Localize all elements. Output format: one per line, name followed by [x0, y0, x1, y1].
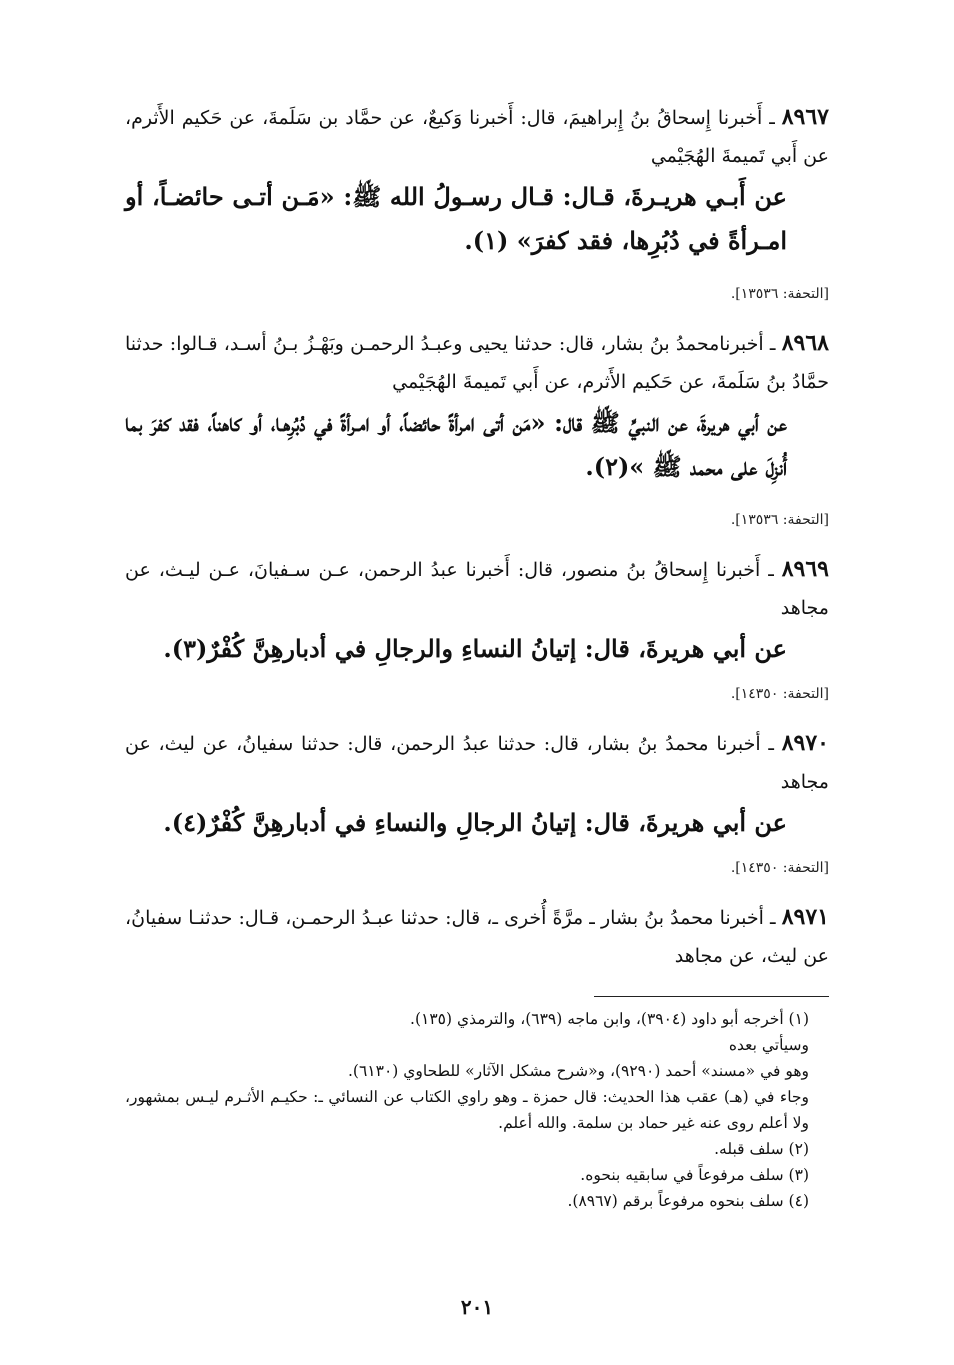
footnote-line: وسيأتي بعده	[728, 1036, 809, 1054]
hadith-entry	[125, 724, 829, 845]
hadith-entry	[125, 324, 829, 489]
isnad-text: ـ أخبرنا محمدُ بنُ بشار ـ مرَّةً أُخرى ـ، قال: حدثنا عبـدُ الرحمـن، قـال: حدثنـا سفيانُ، عن ليث، عن مجاهد	[125, 907, 829, 967]
hadith-matn: عن أبي هريرةَ، عن النبيِّ ﷺ قال: «مَن أتى امرأةً حائضاً، أو امـرأةً في دُبُرِهـا، أو كاهناً، فقد كفرَ بما أُنزِلَ على محمد ﷺ »(٢).	[125, 408, 787, 481]
tuhfa-line-wrap	[125, 684, 829, 704]
hadith-isnad	[125, 98, 829, 175]
tuhfa-line-wrap	[125, 510, 829, 530]
hadith-isnad	[125, 550, 829, 627]
tuhfa-line-wrap	[125, 858, 829, 878]
hadith-number: ٨٩٦٩	[781, 556, 829, 582]
isnad-text: ـ أخبرنامحمدُ بنُ بشار، قال: حدثنا يحيى وعبـدُ الرحمـن وبَهْـزُ بـنُ أسـد، قـالوا: حدثنا حمَّادُ بنُ سَلَمةَ، عن حَكيم الأَثرم، عن أَبي تَميمةَ الهُجَيْمي	[125, 333, 829, 393]
hadith-entry	[125, 98, 829, 263]
hadith-isnad	[125, 898, 829, 975]
tuhfa-reference: [التحفة: ١٤٣٥٠].	[730, 686, 829, 702]
hadith-number: ٨٩٦٨	[781, 330, 829, 356]
hadith-number: ٨٩٦٧	[781, 104, 829, 130]
isnad-text: ـ أَخبرنا إِسحاقُ بنُ منصور، قال: أَخبرنا عبدُ الرحمن، عـن سـفيانَ، عـن ليـث، عن مجاهد	[125, 559, 829, 619]
hadith-isnad	[125, 724, 829, 801]
footnote-separator	[594, 996, 829, 997]
footnote: (١) أخرجه أبو داود (٣٩٠٤)، وابن ماجه (٦٣٩)، والترمذي (١٣٥).	[410, 1010, 809, 1028]
isnad-text: ـ أَخبرنا إِسحاقُ بنُ إِبراهيمَ، قال: أَخبرنا وَكيعٌ، عن حمَّاد بن سَلَمةَ، عن حَكيم الأَثرم، عن أَبي تَميمةَ الهُجَيْمي	[125, 107, 829, 167]
footnotes	[125, 1006, 829, 1214]
isnad-text: ـ أخبرنا محمدُ بنُ بشار، قال: حدثنا عبدُ الرحمن، قال: حدثنا سفيانُ، عن ليث، عن مجاهد	[125, 733, 829, 793]
footnote: (٢) سلف قبله.	[714, 1140, 809, 1158]
footnote-line: وهو في «مسند» أحمد (٩٢٩٠)، و«شرح مشكل الآثار» للطحاوي (٦١٣٠).	[347, 1062, 809, 1080]
tuhfa-reference: [التحفة: ١٣٥٣٦].	[730, 286, 829, 302]
footnote: (٣) سلف مرفوعاً في سابقيه بنحوه.	[580, 1166, 809, 1184]
hadith-matn: عن أَبـي هريـرةَ، قـال: قـال رسـولُ الله ﷺ: «مَـن أتـى حائضـاً، أو امـرأةً في دُبُرِها، فقد كفرَ» (١).	[125, 182, 787, 255]
footnote-line: وجاء في (هـ) عقب هذا الحديث: قال حمزة ـ وهو راوي الكتاب عن النسائي ـ: حكيـم الأثـرم ليـس بمشهور، ولا أعلم روى عنه غير حماد بن سلمة. والله أعلم.	[125, 1088, 809, 1132]
tuhfa-reference: [التحفة: ١٤٣٥٠].	[730, 860, 829, 876]
tuhfa-line-wrap	[125, 284, 829, 304]
hadith-number: ٨٩٧٠	[781, 730, 829, 756]
hadith-entry	[125, 550, 829, 671]
page-number: ٢٠١	[460, 1295, 494, 1319]
hadith-matn: عن أبي هريرةَ، قال: إتيانُ الرجالِ والنساءِ في أدبارهِنَّ كُفْرٌ(٤).	[163, 808, 787, 837]
hadith-isnad	[125, 324, 829, 401]
footnote: (٤) سلف بنحوه مرفوعاً برقم (٨٩٦٧).	[567, 1192, 809, 1210]
hadith-number: ٨٩٧١	[781, 904, 829, 930]
tuhfa-reference: [التحفة: ١٣٥٣٦].	[730, 512, 829, 528]
hadith-matn: عن أبي هريرةَ، قال: إتيانُ النساءِ والرجالِ في أدبارهِنَّ كُفْرٌ(٣).	[163, 634, 787, 663]
hadith-entry	[125, 898, 829, 975]
